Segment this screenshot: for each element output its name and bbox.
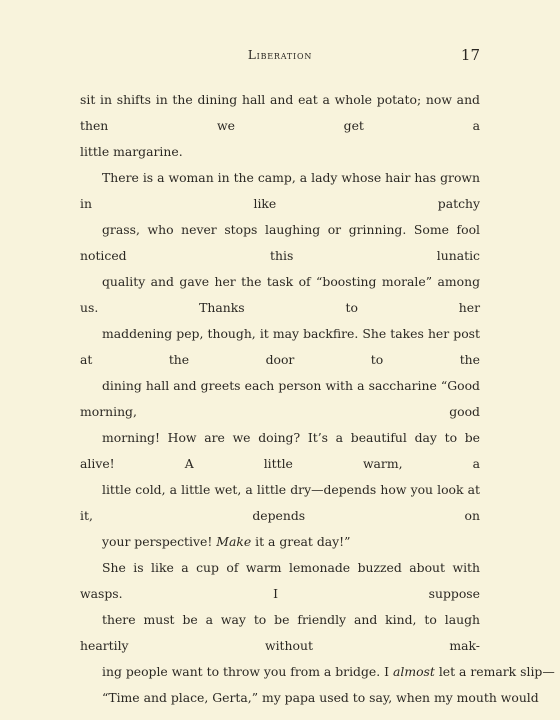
text-line: there must be a way to be friendly and kind, to laugh heartily without mak- <box>80 612 480 653</box>
paragraph-4 <box>80 685 539 711</box>
paragraph-1 <box>80 87 480 165</box>
body-text <box>80 87 555 711</box>
emphasis-text: almost <box>392 664 435 679</box>
text-line: quality and gave her the task of “boosting morale” among us. Thanks to her <box>80 274 480 315</box>
running-head <box>0 45 560 65</box>
text-line: She is like a cup of warm lemonade buzzed about with wasps. I suppose <box>80 560 480 601</box>
text-line: maddening pep, though, it may backfire. She takes her post at the door to the <box>80 326 480 367</box>
text-fragment: let a remark slip— <box>438 664 555 679</box>
emphasis-text: Make <box>216 534 252 549</box>
text-line: morning! How are we doing? It’s a beautiful day to be alive! A little warm, a <box>80 430 480 471</box>
paragraph-3 <box>80 555 555 685</box>
text-fragment: your perspective! <box>102 534 213 549</box>
text-line <box>80 659 555 685</box>
text-fragment: ing people want to throw you from a bridge. I <box>102 664 390 679</box>
text-line <box>80 529 480 555</box>
text-line: dining hall and greets each person with a saccharine “Good morning, good <box>80 378 480 419</box>
page-number: 17 <box>460 46 480 64</box>
text-line: little margarine. <box>80 144 183 159</box>
text-line: “Time and place, Gerta,” my papa used to say, when my mouth would <box>102 690 539 705</box>
paragraph-2 <box>80 165 480 555</box>
text-line: sit in shifts in the dining hall and eat a whole potato; now and then we get a <box>80 92 480 133</box>
chapter-title: Liberation <box>247 48 313 62</box>
text-fragment: it a great day!” <box>255 534 351 549</box>
text-line: little cold, a little wet, a little dry—depends how you look at it, depends on <box>80 482 480 523</box>
text-line: grass, who never stops laughing or grinning. Some fool noticed this lunatic <box>80 222 480 263</box>
text-line: There is a woman in the camp, a lady whose hair has grown in like patchy <box>80 170 480 211</box>
